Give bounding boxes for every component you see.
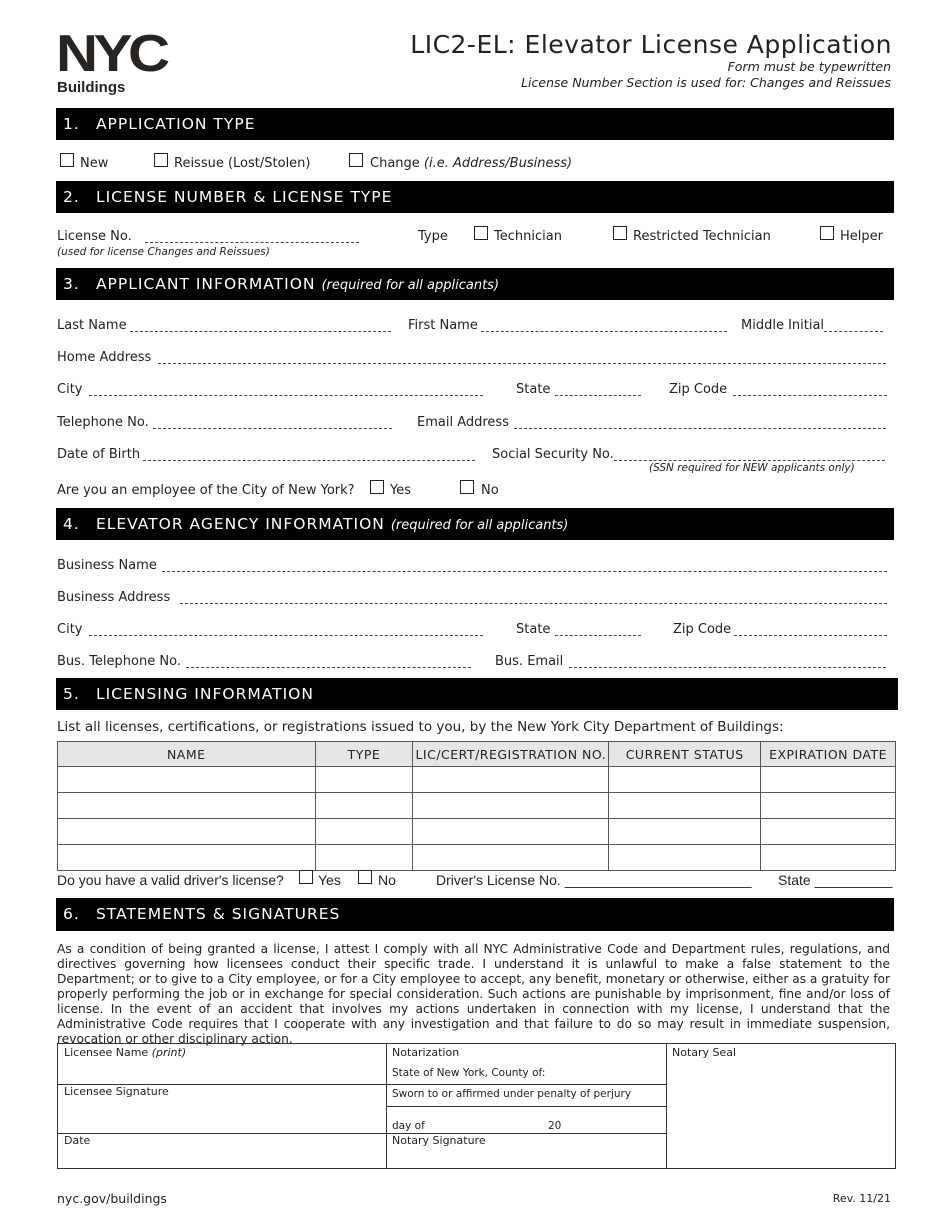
license-no-note: (used for license Changes and Reissues): [57, 246, 270, 258]
new-checkbox[interactable]: [60, 153, 74, 167]
column-header-status: CURRENT STATUS: [609, 742, 761, 767]
state-label: State: [516, 382, 551, 397]
table-row: [58, 767, 896, 793]
zip-code-label: Zip Code: [669, 382, 728, 397]
table-cell[interactable]: [58, 819, 316, 845]
form-title: LIC2-EL: Elevator License Application: [410, 30, 892, 59]
table-row: [58, 793, 896, 819]
table-cell[interactable]: [58, 845, 316, 871]
section-4-header: 4. ELEVATOR AGENCY INFORMATION (required for all applicants): [56, 508, 894, 540]
license-no-field[interactable]: [145, 242, 359, 243]
type-label: Type: [418, 229, 448, 244]
section-3-header: 3. APPLICANT INFORMATION (required for all applicants): [56, 268, 894, 300]
email-label: Email Address: [417, 415, 509, 430]
state-field[interactable]: [555, 395, 641, 396]
change-note: (i.e. Address/Business): [423, 156, 573, 171]
change-label: Change (i.e. Address/Business): [370, 156, 573, 171]
table-row: [58, 819, 896, 845]
ssn-label: Social Security No.: [492, 447, 614, 462]
employee-yes-checkbox[interactable]: [370, 480, 384, 494]
technician-checkbox[interactable]: [474, 226, 488, 240]
technician-label: Technician: [494, 229, 562, 244]
table-cell[interactable]: [315, 793, 413, 819]
ssn-field[interactable]: [614, 460, 885, 461]
city-label: City: [57, 382, 83, 397]
agency-city-field[interactable]: [89, 635, 483, 636]
column-header-name: NAME: [58, 742, 316, 767]
table-cell[interactable]: [413, 845, 609, 871]
agency-state-field[interactable]: [555, 635, 641, 636]
table-cell[interactable]: [58, 793, 316, 819]
section-6-header: 6. STATEMENTS & SIGNATURES: [56, 898, 894, 931]
footer-url[interactable]: nyc.gov/buildings: [57, 1191, 167, 1206]
reissue-checkbox[interactable]: [154, 153, 168, 167]
signature-table: [57, 1043, 896, 1169]
table-cell[interactable]: [761, 819, 896, 845]
table-cell[interactable]: [609, 845, 761, 871]
restricted-technician-label: Restricted Technician: [633, 229, 771, 244]
email-field[interactable]: [514, 428, 886, 429]
agency-state-label: State: [516, 622, 551, 637]
licensing-table: [57, 741, 896, 871]
business-address-field[interactable]: [180, 603, 887, 604]
first-name-label: First Name: [408, 318, 478, 333]
section-2-header: 2. LICENSE NUMBER & LICENSE TYPE: [56, 181, 894, 213]
table-header-row: [58, 742, 896, 767]
driver-license-number-field[interactable]: Driver's License No. ________________________: [436, 872, 752, 888]
bus-telephone-label: Bus. Telephone No.: [57, 654, 181, 669]
dob-label: Date of Birth: [57, 447, 141, 462]
section-1-header: 1. APPLICATION TYPE: [56, 108, 894, 140]
typewritten-note: Form must be typewritten: [727, 59, 891, 74]
driver-no-label: No: [378, 872, 396, 888]
driver-license-state-field[interactable]: State __________: [778, 872, 893, 888]
restricted-technician-checkbox[interactable]: [613, 226, 627, 240]
column-header-number: LIC/CERT/REGISTRATION NO.: [413, 742, 609, 767]
middle-initial-field[interactable]: [824, 331, 883, 332]
licensing-intro: List all licenses, certifications, or registrations issued to you, by the New York City Department of Buildings:: [57, 719, 784, 735]
sworn-label: Sworn to or affirmed under penalty of perjury: [392, 1088, 632, 1100]
dob-field[interactable]: [143, 460, 475, 461]
middle-initial-label: Middle Initial: [741, 318, 825, 333]
agency-city-label: City: [57, 622, 83, 637]
telephone-label: Telephone No.: [57, 415, 149, 430]
last-name-field[interactable]: [130, 331, 391, 332]
ssn-note: (SSN required for NEW applicants only): [649, 462, 855, 474]
bus-telephone-field[interactable]: [186, 667, 471, 668]
helper-checkbox[interactable]: [820, 226, 834, 240]
year-prefix-label: 20: [548, 1120, 562, 1132]
agency-zip-field[interactable]: [734, 635, 887, 636]
zip-code-field[interactable]: [733, 395, 887, 396]
employee-yes-label: Yes: [390, 483, 411, 498]
licensee-signature-label: Licensee Signature: [64, 1085, 169, 1098]
revision-label: Rev. 11/21: [832, 1192, 891, 1205]
telephone-field[interactable]: [153, 428, 392, 429]
table-cell[interactable]: [413, 819, 609, 845]
statement-paragraph: As a condition of being granted a license, I attest I comply with all NYC Administrative Code and Department rules, regulations, and directives governing how licensees conduct their specific trade. I understand it is unlawful to make a false statement to the Department; or to give to a City employee, or for a City employee to accept, any benefit, monetary or otherwise, either as a gratuity for properly performing the job or in exchange for special consideration. Such actions are punishable by imprisonment, fine and/or loss of license. In the event of an accident that involves my actions undertaken in connection with my license, I understand that the Administrative Code requires that I cooperate with any investigation and that failure to do so may result in immediate suspension, revocation or other disciplinary action.: [57, 942, 890, 1046]
table-row: [58, 845, 896, 871]
column-header-expiration: EXPIRATION DATE: [761, 742, 896, 767]
table-cell[interactable]: [609, 767, 761, 793]
table-cell[interactable]: [413, 793, 609, 819]
day-of-label: day of: [392, 1120, 425, 1132]
helper-label: Helper: [840, 229, 883, 244]
nyc-logo: NYC: [56, 25, 166, 83]
driver-yes-label: Yes: [318, 872, 341, 888]
business-address-label: Business Address: [57, 590, 171, 605]
driver-no-checkbox[interactable]: [358, 870, 372, 884]
change-checkbox[interactable]: [349, 153, 363, 167]
bus-email-field[interactable]: [569, 667, 886, 668]
notary-seal-label: Notary Seal: [672, 1046, 737, 1059]
bus-email-label: Bus. Email: [495, 654, 564, 669]
section-5-header: 5. LICENSING INFORMATION: [56, 678, 898, 710]
table-cell[interactable]: [58, 767, 316, 793]
new-label: New: [80, 156, 109, 171]
table-cell[interactable]: [761, 793, 896, 819]
home-address-field[interactable]: [158, 363, 886, 364]
date-label: Date: [64, 1134, 91, 1147]
home-address-label: Home Address: [57, 350, 152, 365]
license-no-label: License No.: [57, 229, 132, 244]
table-cell[interactable]: [761, 845, 896, 871]
employee-no-checkbox[interactable]: [460, 480, 474, 494]
state-county-label: State of New York, County of:: [392, 1067, 546, 1079]
employee-no-label: No: [481, 483, 499, 498]
notarization-label: Notarization: [392, 1046, 460, 1059]
table-cell[interactable]: [315, 767, 413, 793]
table-cell[interactable]: [413, 767, 609, 793]
business-name-label: Business Name: [57, 558, 157, 573]
driver-yes-checkbox[interactable]: [299, 870, 313, 884]
notary-signature-label: Notary Signature: [392, 1134, 486, 1147]
licensee-name-label: Licensee Name (print): [64, 1046, 187, 1059]
reissue-label: Reissue (Lost/Stolen): [174, 156, 311, 171]
city-field[interactable]: [89, 395, 483, 396]
last-name-label: Last Name: [57, 318, 127, 333]
column-header-type: TYPE: [315, 742, 413, 767]
business-name-field[interactable]: [162, 571, 887, 572]
nyc-logo-subtitle: Buildings: [57, 79, 126, 96]
license-section-note: License Number Section is used for: Changes and Reissues: [521, 75, 891, 90]
first-name-field[interactable]: [481, 331, 727, 332]
table-cell[interactable]: [761, 767, 896, 793]
table-cell[interactable]: [609, 819, 761, 845]
table-cell[interactable]: [315, 845, 413, 871]
table-cell[interactable]: [609, 793, 761, 819]
employee-question: Are you an employee of the City of New York?: [57, 483, 355, 498]
agency-zip-label: Zip Code: [673, 622, 732, 637]
driver-license-question: Do you have a valid driver's license?: [57, 872, 284, 888]
table-cell[interactable]: [315, 819, 413, 845]
